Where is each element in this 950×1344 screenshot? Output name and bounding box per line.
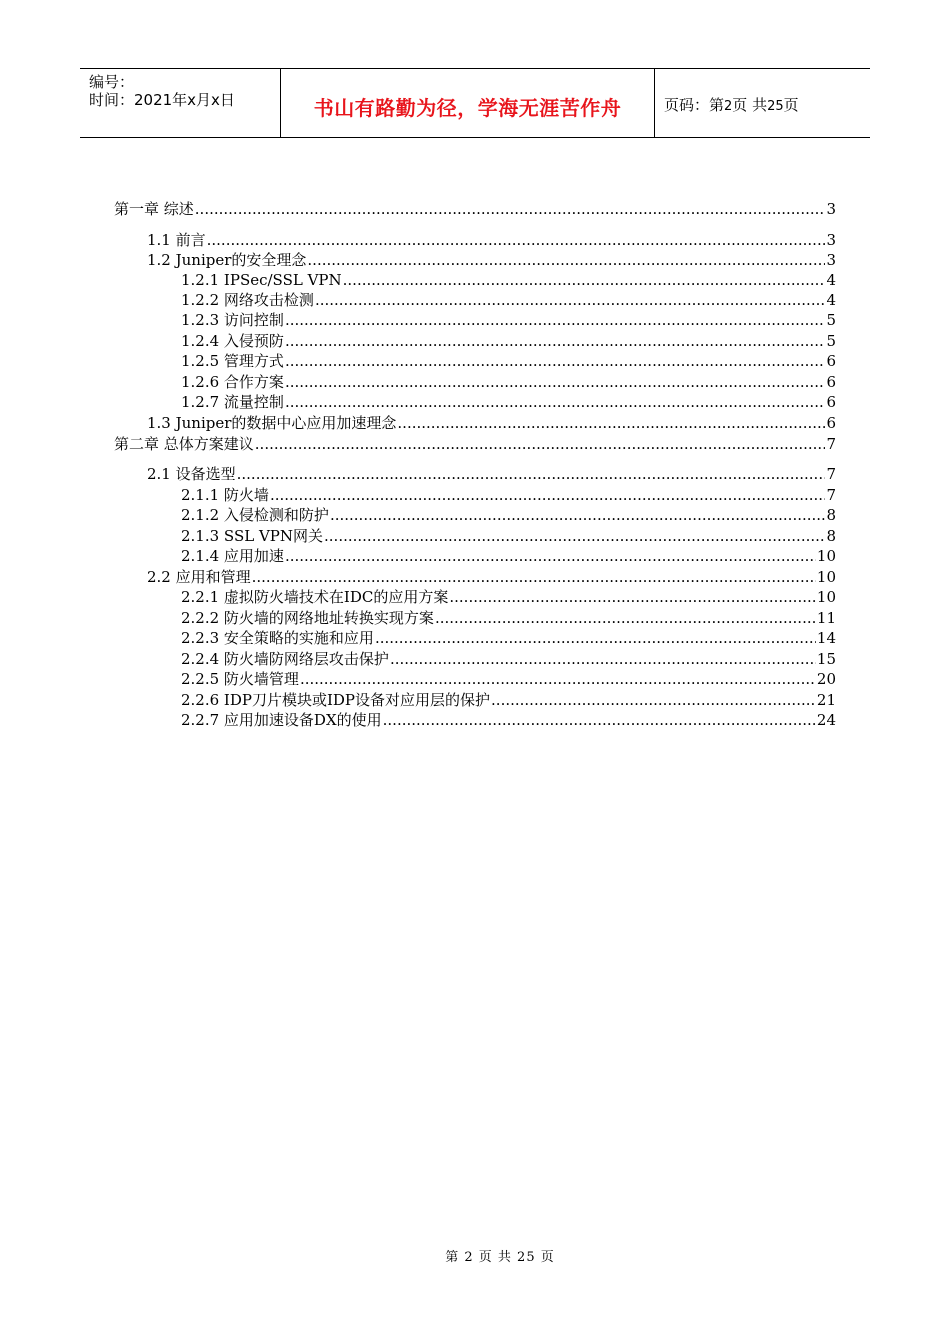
toc-entry-title: 1.2.2 网络攻击检测	[181, 291, 314, 309]
toc-entry-page: 6	[826, 414, 836, 432]
number-label: 编号：	[89, 73, 135, 91]
toc-entry[interactable]	[181, 372, 836, 392]
toc-entry-page: 7	[826, 486, 836, 504]
page-footer: 第 2 页 共 25 页	[445, 1250, 555, 1265]
toc-entry[interactable]	[114, 434, 836, 454]
toc-entry-title: 2.2.3 安全策略的实施和应用	[181, 629, 374, 647]
toc-entry-page: 24	[816, 711, 836, 729]
toc-leader-dots	[270, 485, 826, 505]
toc-entry-page: 5	[826, 311, 836, 329]
toc-entry[interactable]	[181, 351, 836, 371]
toc-entry-title: 2.1.2 入侵检测和防护	[181, 506, 329, 524]
toc-entry[interactable]	[181, 310, 836, 330]
toc-entry[interactable]	[181, 710, 836, 730]
toc-entry[interactable]	[181, 546, 836, 566]
toc-entry[interactable]	[181, 505, 836, 525]
page-header	[80, 68, 870, 138]
toc-entry-page: 3	[826, 200, 836, 218]
toc-entry-page: 3	[826, 231, 836, 249]
header-info-cell	[80, 69, 281, 137]
toc-entry-title: 1.1 前言	[147, 231, 206, 249]
toc-leader-dots	[237, 464, 826, 484]
toc-entry-page: 21	[816, 691, 836, 709]
page-current: 2	[724, 99, 733, 114]
toc-entry-title: 2.1.3 SSL VPN网关	[181, 527, 324, 545]
toc-leader-dots	[285, 546, 816, 566]
toc-entry[interactable]	[181, 628, 836, 648]
toc-entry[interactable]	[147, 567, 836, 587]
toc-entry[interactable]	[181, 290, 836, 310]
toc-entry[interactable]	[181, 331, 836, 351]
page-total: 25	[767, 99, 784, 114]
toc-leader-dots	[300, 669, 816, 689]
toc-entry[interactable]	[181, 270, 836, 290]
toc-leader-dots	[285, 372, 826, 392]
toc-entry[interactable]	[181, 392, 836, 412]
toc-entry[interactable]	[181, 669, 836, 689]
toc-entry-title: 2.2.5 防火墙管理	[181, 670, 299, 688]
toc-entry[interactable]	[181, 485, 836, 505]
toc-entry[interactable]	[181, 649, 836, 669]
toc-leader-dots	[315, 290, 826, 310]
toc-entry-title: 1.2 Juniper的安全理念	[147, 251, 307, 269]
toc-entry-title: 1.2.7 流量控制	[181, 393, 284, 411]
toc-entry[interactable]	[181, 526, 836, 546]
toc-entry-title: 2.1 设备选型	[147, 465, 236, 483]
toc-entry[interactable]	[181, 608, 836, 628]
toc-leader-dots	[195, 199, 826, 219]
toc-entry-page: 5	[826, 332, 836, 350]
toc-entry[interactable]	[147, 250, 836, 270]
toc-entry[interactable]	[147, 230, 836, 250]
toc-entry-page: 6	[826, 352, 836, 370]
toc-entry-page: 6	[826, 373, 836, 391]
header-page-cell	[655, 69, 870, 137]
toc-entry-title: 1.3 Juniper的数据中心应用加速理念	[147, 414, 397, 432]
toc-entry-title: 2.2.2 防火墙的网络地址转换实现方案	[181, 609, 434, 627]
toc-leader-dots	[255, 434, 826, 454]
toc-entry-title: 2.1.4 应用加速	[181, 547, 284, 565]
toc-leader-dots	[285, 392, 826, 412]
toc-entry-title: 2.2.6 IDP刀片模块或IDP设备对应用层的保护	[181, 691, 491, 709]
toc-entry-page: 3	[826, 251, 836, 269]
toc-leader-dots	[324, 526, 825, 546]
toc-entry-page: 8	[826, 527, 836, 545]
toc-leader-dots	[449, 587, 816, 607]
toc-leader-dots	[252, 567, 816, 587]
toc-entry-title: 1.2.5 管理方式	[181, 352, 284, 370]
toc-entry-page: 8	[826, 506, 836, 524]
toc-entry-title: 1.2.6 合作方案	[181, 373, 284, 391]
toc-leader-dots	[383, 710, 816, 730]
toc-entry-page: 10	[816, 547, 836, 565]
toc-entry-page: 4	[826, 291, 836, 309]
toc-entry-page: 10	[816, 568, 836, 586]
toc-entry[interactable]	[147, 413, 836, 433]
toc-entry-title: 1.2.4 入侵预防	[181, 332, 284, 350]
toc-entry-title: 2.1.1 防火墙	[181, 486, 269, 504]
toc-entry-title: 第二章 总体方案建议	[114, 435, 254, 453]
toc-entry-page: 4	[826, 271, 836, 289]
toc-entry-title: 2.2.7 应用加速设备DX的使用	[181, 711, 382, 729]
toc-entry-title: 2.2.1 虚拟防火墙技术在IDC的应用方案	[181, 588, 449, 606]
motto-text: 书山有路勤为径，学海无涯苦作舟	[313, 96, 622, 120]
toc-entry-title: 1.2.3 访问控制	[181, 311, 284, 329]
toc-entry-page: 20	[816, 670, 836, 688]
toc-entry[interactable]	[114, 199, 836, 219]
toc-entry-page: 14	[816, 629, 836, 647]
toc-leader-dots	[207, 230, 826, 250]
toc-entry-page: 6	[826, 393, 836, 411]
toc-leader-dots	[435, 608, 816, 628]
toc-entry-title: 2.2.4 防火墙防网络层攻击保护	[181, 650, 389, 668]
toc-entry[interactable]	[147, 464, 836, 484]
toc-entry-title: 1.2.1 IPSec/SSL VPN	[181, 271, 342, 289]
toc-leader-dots	[285, 351, 826, 371]
toc-leader-dots	[343, 270, 826, 290]
toc-leader-dots	[390, 649, 816, 669]
toc-entry-page: 11	[816, 609, 836, 627]
toc-leader-dots	[307, 250, 825, 270]
toc-entry-page: 7	[826, 465, 836, 483]
toc-leader-dots	[375, 628, 816, 648]
header-motto-cell	[281, 69, 655, 137]
date-label: 时间：2021年x月x日	[89, 91, 235, 109]
toc-leader-dots	[330, 505, 826, 525]
toc-leader-dots	[491, 690, 816, 710]
toc-entry-page: 10	[816, 588, 836, 606]
page-mid: 页 共	[732, 96, 768, 114]
toc-entry-page: 15	[816, 650, 836, 668]
page-prefix: 页码：第	[664, 96, 725, 114]
header-page-number	[664, 94, 799, 115]
toc-leader-dots	[285, 331, 826, 351]
toc-entry[interactable]	[181, 587, 836, 607]
toc-entry[interactable]	[181, 690, 836, 710]
toc-leader-dots	[285, 310, 826, 330]
toc-entry-page: 7	[826, 435, 836, 453]
toc-leader-dots	[397, 413, 825, 433]
toc-entry-title: 第一章 综述	[114, 200, 194, 218]
page-suffix: 页	[783, 96, 799, 114]
toc-entry-title: 2.2 应用和管理	[147, 568, 251, 586]
